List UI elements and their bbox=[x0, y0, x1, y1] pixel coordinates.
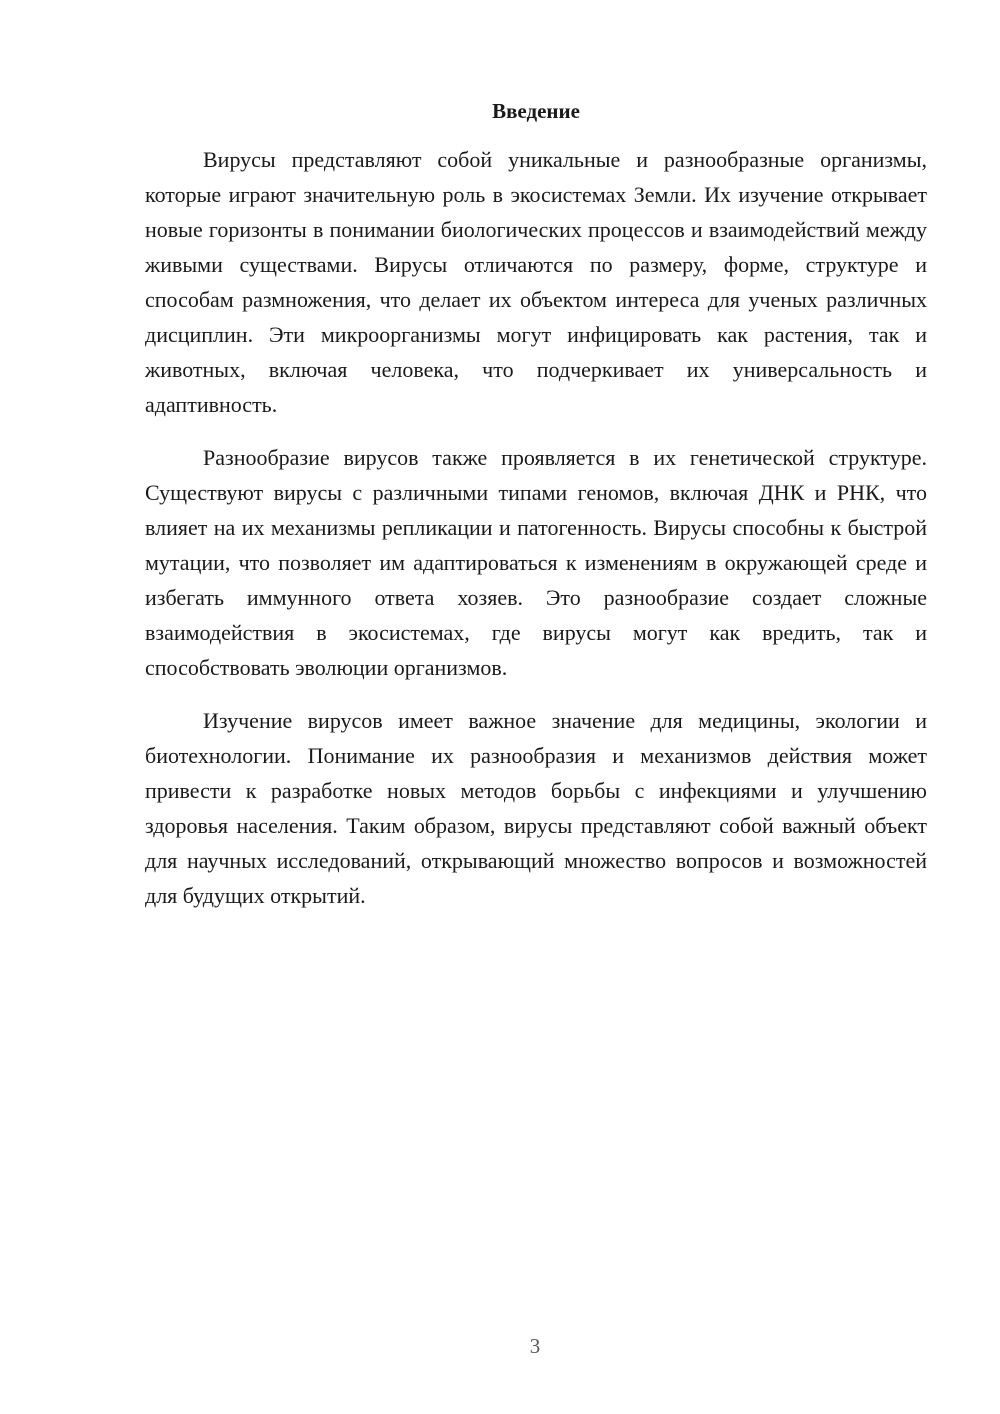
paragraph-1: Вирусы представляют собой уникальные и разнообразные организмы, которые играют значительную роль в экосистемах Земли. Их изучение открывает новые горизонты в понимании биологических процессов и взаимодействий между живыми существами. Вирусы отличаются по размеру, форме, структуре и способам размножения, что делает их объектом интереса для ученых различных дисциплин. Эти микроорганизмы могут инфицировать как растения, так и животных, включая человека, что подчеркивает их универсальность и адаптивность. bbox=[145, 147, 927, 417]
page-number: 3 bbox=[529, 1334, 541, 1358]
paragraph-2: Разнообразие вирусов также проявляется в их генетической структуре. Существуют вирусы с различными типами геномов, включая ДНК и РНК, что влияет на их механизмы репликации и патогенность. Вирусы способны к быстрой мутации, что позволяет им адаптироваться к изменениям в окружающей среде и избегать иммунного ответа хозяев. Это разнообразие создает сложные взаимодействия в экосистемах, где вирусы могут как вредить, так и способствовать эволюции организмов. bbox=[145, 445, 927, 680]
page-content bbox=[145, 96, 927, 931]
paragraph-3: Изучение вирусов имеет важное значение для медицины, экологии и биотехнологии. Понимание их разнообразия и механизмов действия может привести к разработке новых методов борьбы с инфекциями и улучшению здоровья населения. Таким образом, вирусы представляют собой важный объект для научных исследований, открывающий множество вопросов и возможностей для будущих открытий. bbox=[145, 708, 927, 908]
section-heading: Введение bbox=[492, 99, 580, 123]
